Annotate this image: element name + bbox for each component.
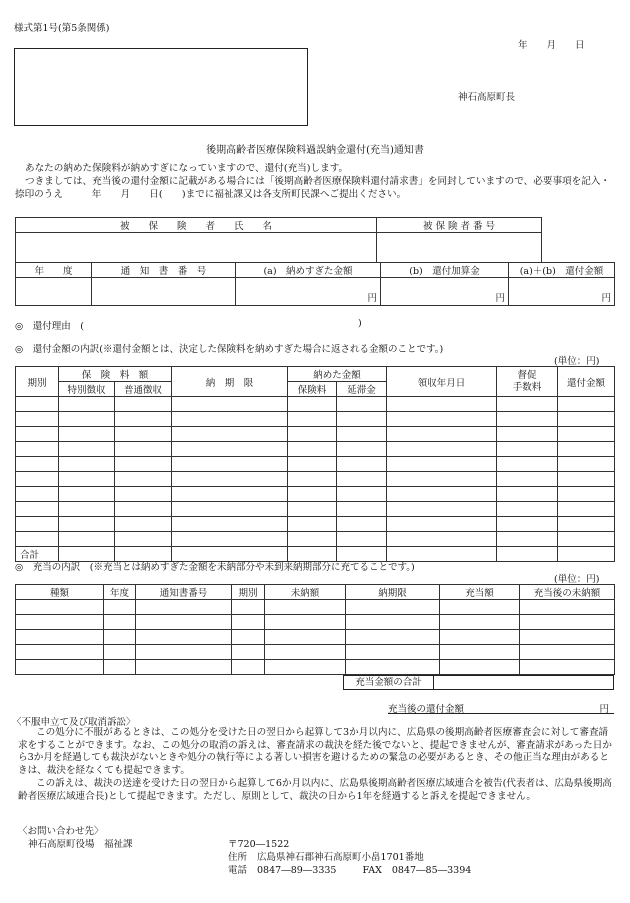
table-cell bbox=[440, 660, 520, 675]
table-cell bbox=[172, 457, 288, 472]
table-row bbox=[16, 660, 615, 675]
allocation-header-remaining: 充当後の未納額 bbox=[520, 585, 615, 600]
summary-header-additional: (b) 還付加算金 bbox=[381, 263, 509, 278]
refund-breakdown-unit: (単位：円) bbox=[554, 356, 600, 367]
table-cell bbox=[497, 472, 558, 487]
table-cell bbox=[497, 487, 558, 502]
table-cell bbox=[115, 397, 172, 412]
table-cell bbox=[497, 547, 558, 562]
table-cell bbox=[288, 457, 337, 472]
table-cell bbox=[337, 427, 387, 442]
table-cell bbox=[346, 600, 440, 615]
table-cell bbox=[497, 517, 558, 532]
table-row bbox=[16, 457, 615, 472]
table-cell bbox=[115, 532, 172, 547]
table-cell bbox=[387, 412, 497, 427]
table-cell bbox=[115, 517, 172, 532]
allocation-total-label: 充当金額の合計 bbox=[343, 675, 434, 690]
refund-breakdown-table bbox=[15, 366, 615, 562]
table-cell bbox=[59, 442, 115, 457]
table-cell bbox=[265, 615, 346, 630]
table-cell bbox=[440, 615, 520, 630]
table-cell bbox=[232, 615, 265, 630]
table-cell bbox=[232, 630, 265, 645]
table-cell bbox=[265, 600, 346, 615]
insured-name-cell bbox=[16, 233, 377, 263]
yen-unit: 円 bbox=[367, 293, 377, 304]
table-cell bbox=[104, 630, 136, 645]
yen-unit: 円 bbox=[495, 293, 505, 304]
table-cell bbox=[232, 660, 265, 675]
table-cell bbox=[337, 442, 387, 457]
summary-header-refund: (a)＋(b) 還付金額 bbox=[509, 263, 615, 278]
address-box bbox=[14, 48, 308, 126]
table-cell bbox=[115, 502, 172, 517]
table-cell bbox=[288, 427, 337, 442]
table-cell bbox=[172, 532, 288, 547]
table-row bbox=[16, 630, 615, 645]
table-cell bbox=[172, 487, 288, 502]
table-cell bbox=[172, 442, 288, 457]
appeal-paragraph-1: この処分に不服があるときは、この処分を受けた日の翌日から起算して3か月以内に、広島県の後期高齢者医療審査会に対して審査請求をすることができます。なお、この処分の取消の訴えは、審査請求の裁決を経た後でないと、提起できませんが、審査請求があった日から3か月を経過しても裁決がないときや処分の執行等による著しい損害を避けるための緊急の必要があるとき、その他正当な理由があるときは、裁決を経なくても提起できます。 bbox=[18, 727, 612, 776]
table-cell bbox=[387, 397, 497, 412]
table-cell bbox=[288, 517, 337, 532]
table-cell bbox=[497, 502, 558, 517]
table-cell bbox=[16, 427, 59, 442]
table-cell bbox=[440, 600, 520, 615]
refund-breakdown-heading: ◎ 還付金額の内訳(※還付金額とは、決定した保険料を納めすぎた場合に返される金額のことです。) bbox=[15, 344, 444, 355]
table-cell bbox=[136, 600, 232, 615]
table-cell bbox=[265, 660, 346, 675]
table-cell bbox=[520, 630, 615, 645]
table-row bbox=[16, 502, 615, 517]
table-cell bbox=[172, 412, 288, 427]
table-cell bbox=[59, 517, 115, 532]
table-cell bbox=[346, 615, 440, 630]
allocation-total-cell bbox=[433, 675, 614, 690]
table-cell bbox=[172, 397, 288, 412]
table-cell bbox=[16, 412, 59, 427]
summary-header-year: 年 度 bbox=[16, 263, 92, 278]
table-cell bbox=[288, 397, 337, 412]
allocation-header-notice: 通知書番号 bbox=[136, 585, 232, 600]
table-cell bbox=[172, 472, 288, 487]
table-cell bbox=[104, 615, 136, 630]
summary-cell-year bbox=[16, 278, 92, 306]
allocation-heading: ◎ 充当の内訳 (※充当とは納めすぎた金額を未納部分や未到来納期部分に充てることです。) bbox=[15, 562, 415, 573]
total-label: 合計 bbox=[16, 547, 59, 562]
table-cell bbox=[136, 660, 232, 675]
table-row bbox=[16, 427, 615, 442]
table-cell bbox=[172, 427, 288, 442]
table-cell bbox=[558, 532, 615, 547]
contact-tel-label: 電話 bbox=[228, 865, 248, 876]
table-cell bbox=[16, 472, 59, 487]
table-cell bbox=[16, 615, 104, 630]
table-cell bbox=[520, 600, 615, 615]
summary-cell-additional bbox=[381, 278, 509, 306]
after-refund-label: 充当後の還付金額 bbox=[388, 704, 465, 715]
allocation-header-unpaid: 未納額 bbox=[265, 585, 346, 600]
table-cell bbox=[558, 457, 615, 472]
table-row bbox=[16, 645, 615, 660]
table-cell bbox=[558, 547, 615, 562]
table-cell bbox=[59, 502, 115, 517]
table-cell bbox=[16, 397, 59, 412]
table-cell bbox=[520, 615, 615, 630]
yen-unit: 円 bbox=[601, 293, 611, 304]
table-cell bbox=[387, 502, 497, 517]
table-cell bbox=[115, 412, 172, 427]
issuer: 神石高原町長 bbox=[458, 92, 516, 103]
header-period: 期別 bbox=[16, 367, 59, 397]
table-cell bbox=[59, 487, 115, 502]
after-refund-yen: 円 bbox=[599, 704, 609, 715]
table-cell bbox=[497, 427, 558, 442]
table-cell bbox=[337, 532, 387, 547]
table-cell bbox=[104, 660, 136, 675]
allocation-header-deadline: 納期限 bbox=[346, 585, 440, 600]
form-id: 様式第1号(第5条関係) bbox=[14, 23, 110, 34]
summary-header-overpaid: (a) 納めすぎた金額 bbox=[236, 263, 381, 278]
contact-address-row bbox=[228, 849, 424, 863]
table-cell bbox=[172, 517, 288, 532]
table-cell bbox=[337, 517, 387, 532]
contact-phone-row bbox=[228, 862, 471, 876]
table-row bbox=[16, 412, 615, 427]
contact-fax: 0847―85―3394 bbox=[391, 865, 472, 876]
allocation-unit: (単位：円) bbox=[554, 574, 600, 585]
table-cell bbox=[387, 442, 497, 457]
table-cell bbox=[104, 645, 136, 660]
after-refund-line bbox=[388, 701, 614, 714]
table-cell bbox=[337, 412, 387, 427]
table-cell bbox=[497, 457, 558, 472]
table-cell bbox=[16, 502, 59, 517]
contact-heading: 〈お問い合わせ先〉 bbox=[18, 826, 104, 837]
summary-cell-refund bbox=[509, 278, 615, 306]
table-cell bbox=[16, 457, 59, 472]
header-reminder-line2: 手数料 bbox=[512, 381, 542, 393]
insured-table bbox=[15, 217, 542, 263]
table-cell bbox=[232, 645, 265, 660]
table-cell bbox=[558, 502, 615, 517]
table-cell bbox=[387, 532, 497, 547]
table-row bbox=[16, 442, 615, 457]
table-cell bbox=[265, 645, 346, 660]
table-cell bbox=[16, 645, 104, 660]
table-cell bbox=[288, 532, 337, 547]
table-cell bbox=[16, 630, 104, 645]
table-cell bbox=[288, 472, 337, 487]
summary-header-notice-number: 通 知 書 番 号 bbox=[92, 263, 236, 278]
header-paid-delay: 延滞金 bbox=[337, 382, 387, 397]
table-cell bbox=[265, 630, 346, 645]
table-cell bbox=[115, 442, 172, 457]
table-cell bbox=[16, 517, 59, 532]
table-cell bbox=[440, 630, 520, 645]
header-paid: 納めた金額 bbox=[288, 367, 387, 382]
table-cell bbox=[558, 472, 615, 487]
table-cell bbox=[115, 487, 172, 502]
document-title: 後期高齢者医療保険料過誤納金還付(充当)通知書 bbox=[206, 145, 424, 156]
table-cell bbox=[59, 397, 115, 412]
insured-name-header: 被 保 険 者 氏 名 bbox=[16, 218, 377, 233]
allocation-header-year: 年度 bbox=[104, 585, 136, 600]
contact-address: 広島県神石郡神石高原町小畠1701番地 bbox=[257, 852, 424, 863]
table-cell bbox=[288, 442, 337, 457]
summary-table bbox=[15, 262, 615, 306]
table-cell bbox=[59, 412, 115, 427]
table-cell bbox=[115, 427, 172, 442]
table-row bbox=[16, 397, 615, 412]
table-cell bbox=[288, 412, 337, 427]
table-cell bbox=[16, 442, 59, 457]
table-cell bbox=[346, 630, 440, 645]
header-paid-premium: 保険料 bbox=[288, 382, 337, 397]
table-cell bbox=[558, 427, 615, 442]
header-refund-amount: 還付金額 bbox=[558, 367, 615, 397]
table-cell bbox=[288, 487, 337, 502]
table-cell bbox=[558, 412, 615, 427]
allocation-header-allocated: 充当額 bbox=[440, 585, 520, 600]
table-cell bbox=[497, 412, 558, 427]
table-cell bbox=[558, 397, 615, 412]
table-cell bbox=[387, 457, 497, 472]
table-cell bbox=[497, 397, 558, 412]
table-cell bbox=[558, 442, 615, 457]
table-row bbox=[16, 487, 615, 502]
table-row bbox=[16, 615, 615, 630]
table-cell bbox=[59, 457, 115, 472]
table-cell bbox=[59, 532, 115, 547]
table-cell bbox=[387, 472, 497, 487]
table-cell bbox=[232, 600, 265, 615]
contact-address-label: 住所 bbox=[228, 852, 248, 863]
header-normal: 普通徴収 bbox=[115, 382, 172, 397]
table-cell bbox=[288, 502, 337, 517]
table-cell bbox=[497, 442, 558, 457]
table-cell bbox=[387, 517, 497, 532]
table-cell bbox=[115, 472, 172, 487]
table-cell bbox=[520, 645, 615, 660]
table-cell bbox=[136, 630, 232, 645]
allocation-table bbox=[15, 584, 615, 675]
table-cell bbox=[337, 502, 387, 517]
table-cell bbox=[115, 457, 172, 472]
table-cell bbox=[337, 472, 387, 487]
allocation-header-period: 期別 bbox=[232, 585, 265, 600]
table-cell bbox=[337, 457, 387, 472]
table-cell bbox=[387, 487, 497, 502]
header-receipt-date: 領収年月日 bbox=[387, 367, 497, 397]
header-reminder-fee bbox=[497, 367, 558, 397]
header-premium: 保 険 料 額 bbox=[59, 367, 172, 382]
table-row bbox=[16, 600, 615, 615]
table-cell bbox=[59, 472, 115, 487]
table-cell bbox=[337, 397, 387, 412]
table-cell bbox=[136, 645, 232, 660]
insured-number-cell bbox=[377, 233, 542, 263]
table-cell bbox=[346, 645, 440, 660]
table-cell bbox=[172, 502, 288, 517]
allocation-header-type: 種類 bbox=[16, 585, 104, 600]
table-cell bbox=[440, 645, 520, 660]
table-cell bbox=[104, 600, 136, 615]
intro-line-2: つきましては、充当後の還付金額に記載がある場合には「後期高齢者医療保険料還付請求書」を同封していますので、必要事項を記入・捺印のうえ 年 月 日( )までに福祉課又は各支所町民課へご提出ください。 bbox=[15, 176, 611, 200]
table-row bbox=[16, 517, 615, 532]
table-cell bbox=[387, 427, 497, 442]
contact-tel: 0847―89―3335 bbox=[257, 865, 337, 876]
table-cell bbox=[346, 660, 440, 675]
table-cell bbox=[520, 660, 615, 675]
header-reminder-line1: 督促 bbox=[517, 369, 537, 381]
table-cell bbox=[59, 427, 115, 442]
summary-cell-notice-number bbox=[92, 278, 236, 306]
table-cell bbox=[337, 487, 387, 502]
intro-line-1: あなたの納めた保険料が納めすぎになっていますので、還付(充当)します。 bbox=[25, 163, 349, 174]
header-deadline: 納 期 限 bbox=[172, 367, 288, 397]
table-cell bbox=[558, 517, 615, 532]
insured-number-header: 被 保 険 者 番 号 bbox=[377, 218, 542, 233]
summary-cell-overpaid bbox=[236, 278, 381, 306]
contact-office: 神石高原町役場 福祉課 bbox=[28, 839, 133, 850]
appeal-heading: 〈不服申立て及び取消訴訟〉 bbox=[12, 717, 136, 728]
table-cell bbox=[497, 532, 558, 547]
table-cell bbox=[16, 600, 104, 615]
table-row bbox=[16, 532, 615, 547]
refund-reason-label: ◎ 還付理由 ( bbox=[15, 321, 84, 332]
date-line: 年 月 日 bbox=[518, 40, 585, 51]
table-cell bbox=[136, 615, 232, 630]
appeal-paragraph-2: この訴えは、裁決の送達を受けた日の翌日から起算して6か月以内に、広島県後期高齢者医療広域連合を被告(代表者は、広島県後期高齢者医療広域連合長)として提起できます。ただし、原則として、裁決の日から1年を経過すると訴えを提起できません。 bbox=[18, 778, 612, 802]
table-cell bbox=[558, 487, 615, 502]
table-cell bbox=[16, 532, 59, 547]
header-special: 特別徴収 bbox=[59, 382, 115, 397]
table-cell bbox=[16, 660, 104, 675]
contact-fax-label: FAX bbox=[362, 865, 382, 876]
table-cell bbox=[16, 487, 59, 502]
contact-postal: 〒720―1522 bbox=[228, 839, 290, 850]
refund-reason-close: ) bbox=[358, 318, 362, 329]
table-row bbox=[16, 472, 615, 487]
